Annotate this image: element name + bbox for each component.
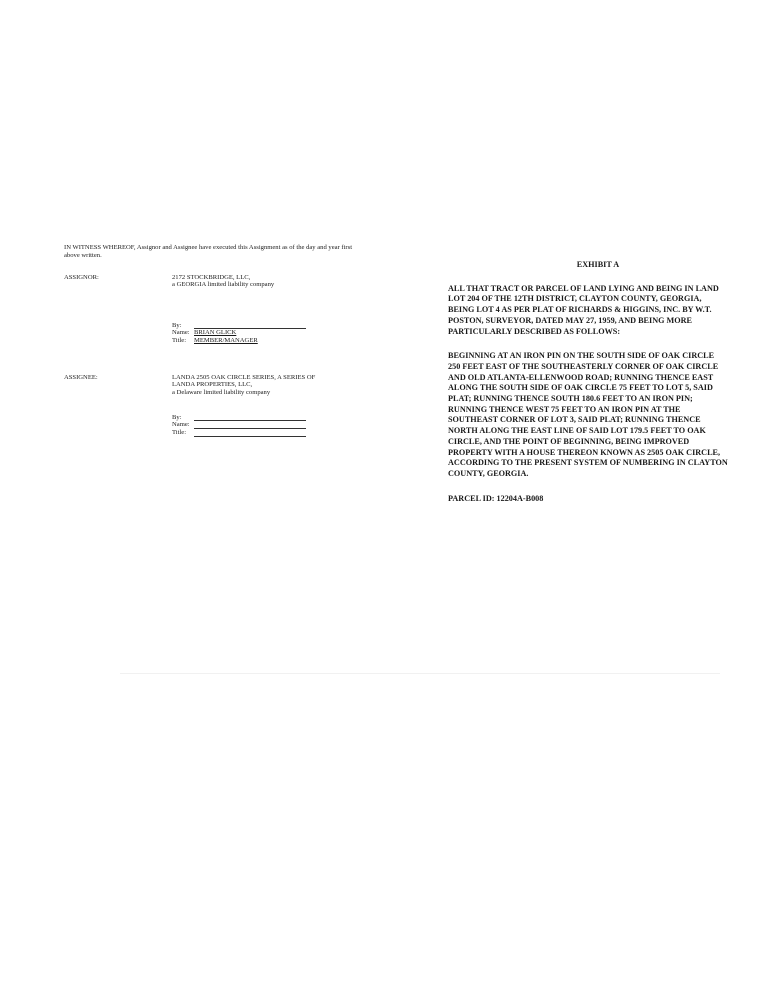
assignee-entity-type: a Delaware limited liability company bbox=[172, 389, 271, 397]
assignee-signature-line bbox=[194, 414, 306, 421]
assignor-by-row bbox=[172, 322, 362, 330]
assignor-block bbox=[64, 274, 364, 374]
assignor-by-label: By: bbox=[172, 321, 182, 329]
assignor-name-label: Name: bbox=[172, 329, 190, 337]
assignor-title-value: MEMBER/MANAGER bbox=[194, 337, 258, 345]
assignor-title-row bbox=[172, 337, 362, 345]
exhibit-page bbox=[448, 260, 748, 518]
assignee-name-line bbox=[194, 422, 306, 429]
assignee-signature-block bbox=[172, 414, 362, 437]
assignor-signature-line bbox=[194, 322, 306, 329]
witness-clause: IN WITNESS WHEREOF, Assignor and Assignee have executed this Assignment as of the day and year first above written. bbox=[64, 244, 353, 259]
assignor-entity bbox=[172, 274, 342, 290]
assignor-entity-type: a GEORGIA limited liability company bbox=[172, 281, 275, 289]
assignor-label: ASSIGNOR: bbox=[64, 273, 99, 281]
signature-page bbox=[64, 244, 364, 454]
assignee-label: ASSIGNEE: bbox=[64, 373, 98, 381]
assignee-entity-name: LANDA 2505 OAK CIRCLE SERIES, A SERIES OF bbox=[172, 373, 316, 381]
exhibit-title: EXHIBIT A bbox=[576, 260, 620, 269]
assignor-name-value: BRIAN GLICK bbox=[194, 329, 237, 337]
assignee-title-row bbox=[172, 429, 362, 437]
exhibit-intro-paragraph: ALL THAT TRACT OR PARCEL OF LAND LYING AND BEING IN LAND LOT 204 OF THE 12TH DISTRICT, CLAYTON COUNTY, GEORGIA, BEING LOT 4 AS PER PLAT OF RICHARDS & HIGGINS, INC. BY W.T. POSTON, SURVEYOR, DATED MAY 27, 1959, AND BEING MORE PARTICULARLY DESCRIBED AS FOLLOWS: bbox=[448, 283, 719, 336]
parcel-id: PARCEL ID: 12204A-B008 bbox=[448, 493, 544, 503]
scan-fold-line bbox=[120, 673, 720, 674]
assignee-by-label: By: bbox=[172, 413, 182, 421]
assignee-block bbox=[64, 374, 364, 454]
assignor-signature-block bbox=[172, 322, 362, 345]
assignee-entity-parent: LANDA PROPERTIES, LLC, bbox=[172, 381, 253, 389]
exhibit-description-paragraph: BEGINNING AT AN IRON PIN ON THE SOUTH SIDE OF OAK CIRCLE 250 FEET EAST OF THE SOUTHEASTERLY CORNER OF OAK CIRCLE AND OLD ATLANTA-ELLENWOOD ROAD; RUNNING THENCE EAST ALONG THE SOUTH SIDE OF OAK CIRCLE 75 FEET TO LOT 5, SAID PLAT; RUNNING THENCE SOUTH 180.6 FEET TO AN IRON PIN; RUNNING THENCE WEST 75 FEET TO AN IRON PIN AT THE SOUTHEAST CORNER OF LOT 3, SAID PLAT; RUNNING THENCE NORTH ALONG THE EAST LINE OF SAID LOT 179.5 FEET TO OAK CIRCLE, AND THE POINT OF BEGINNING, BEING IMPROVED PROPERTY WITH A HOUSE THEREON KNOWN AS 2505 OAK CIRCLE, ACCORDING TO THE PRESENT SYSTEM OF NUMBERING IN CLAYTON COUNTY, GEORGIA. bbox=[448, 351, 728, 478]
assignor-title-label: Title: bbox=[172, 337, 187, 345]
assignor-name-row bbox=[172, 329, 362, 337]
assignee-title-label: Title: bbox=[172, 429, 187, 437]
assignee-name-row bbox=[172, 421, 362, 429]
assignee-entity bbox=[172, 374, 342, 397]
assignee-name-label: Name: bbox=[172, 421, 190, 429]
assignee-by-row bbox=[172, 414, 362, 422]
assignor-entity-name: 2172 STOCKBRIDGE, LLC, bbox=[172, 273, 251, 281]
assignee-title-line bbox=[194, 430, 306, 437]
